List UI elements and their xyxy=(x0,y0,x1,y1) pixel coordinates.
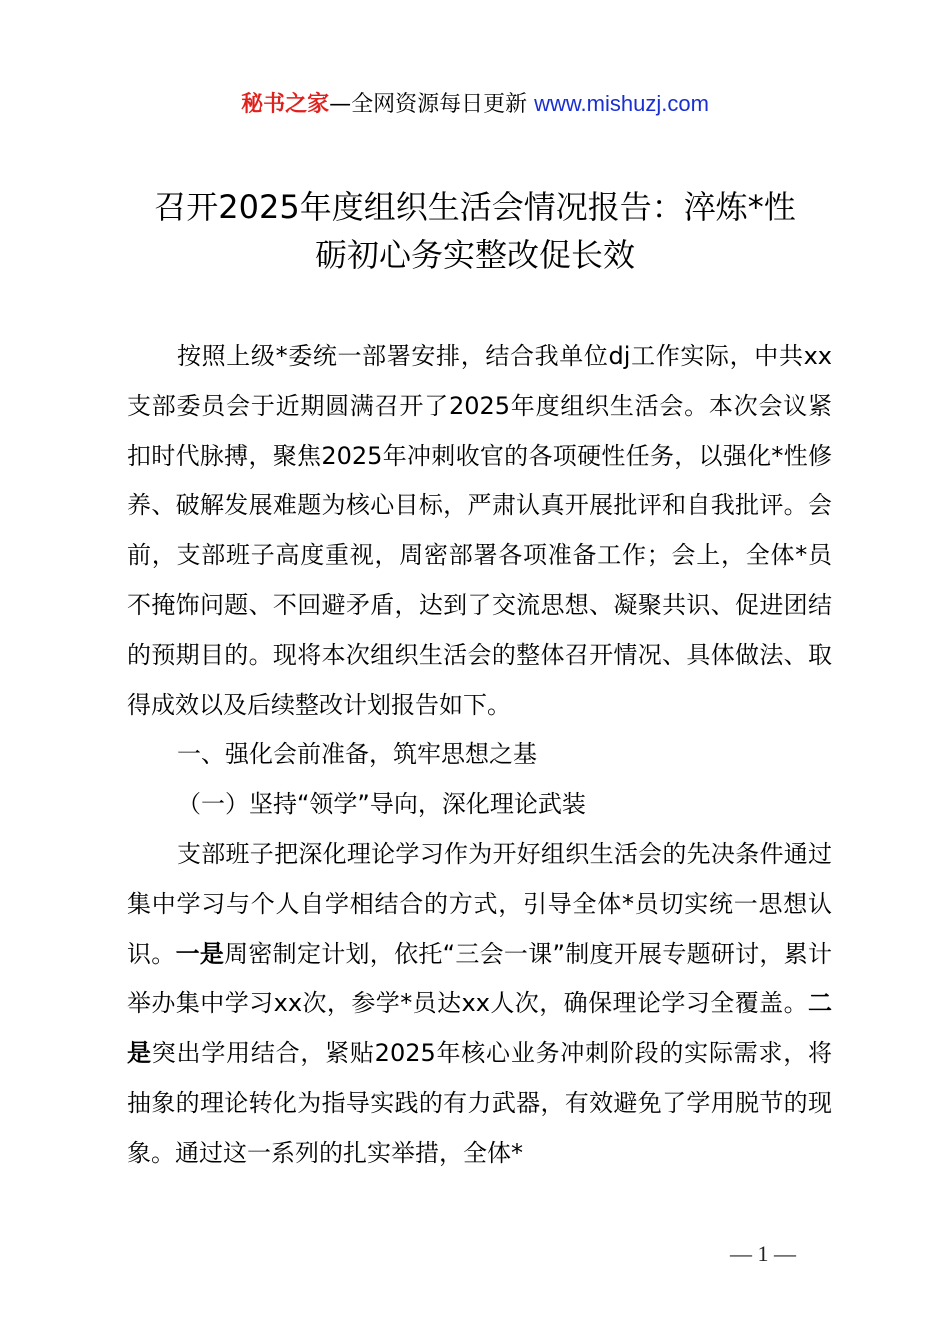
page-number: — 1 — xyxy=(730,1241,796,1266)
point-one-text: 周密制定计划，依托“三会一课”制度开展专题研讨，累计举办集中学习xx次，参学*员达xx人次，确保理论学习全覆盖。 xyxy=(127,939,832,1018)
point-one-label: 一是 xyxy=(175,939,225,968)
site-banner xyxy=(0,88,950,121)
banner-url-link[interactable]: www.mishuzj.com xyxy=(534,91,709,116)
subsection-heading-1: （一）坚持“领学”导向，深化理论武装 xyxy=(177,790,586,819)
title-line-2: 砺初心务实整改促长效 xyxy=(314,236,635,274)
document-title xyxy=(0,183,950,279)
banner-brand: 秘书之家 xyxy=(241,92,330,117)
title-line-1: 召开2025年度组织生活会情况报告：淬炼*性 xyxy=(154,188,796,226)
study-paragraph-intro: 支部班子把深化理论学习作为开好组织生活会的先决条件通过集中学习与个人自学相结合的方式，引导全体*员切实统一思想认识。 xyxy=(127,839,832,968)
study-paragraph xyxy=(127,830,832,1179)
point-two-label: 二是 xyxy=(127,989,832,1068)
intro-paragraph: 按照上级*委统一部署安排，结合我单位dj工作实际，中共xx支部委员会于近期圆满召开了2025年度组织生活会。本次会议紧扣时代脉搏，聚焦2025年冲刺收官的各项硬性任务，以强化*性修养、破解发展难题为核心目标，严肃认真开展批评和自我批评。会前，支部班子高度重视，周密部署各项准备工作；会上，全体*员不掩饰问题、不回避矛盾，达到了交流思想、凝聚共识、促进团结的预期目的。现将本次组织生活会的整体召开情况、具体做法、取得成效以及后续整改计划报告如下。 xyxy=(127,342,832,719)
section-heading-1: 一、强化会前准备，筑牢思想之基 xyxy=(177,740,537,769)
point-two-text: 突出学用结合，紧贴2025年核心业务冲刺阶段的实际需求，将抽象的理论转化为指导实践的有力武器，有效避免了学用脱节的现象。通过这一系列的扎实举措，全体* xyxy=(127,1039,833,1167)
document-body xyxy=(127,332,832,1179)
banner-slogan: —全网资源每日更新 xyxy=(329,92,535,117)
